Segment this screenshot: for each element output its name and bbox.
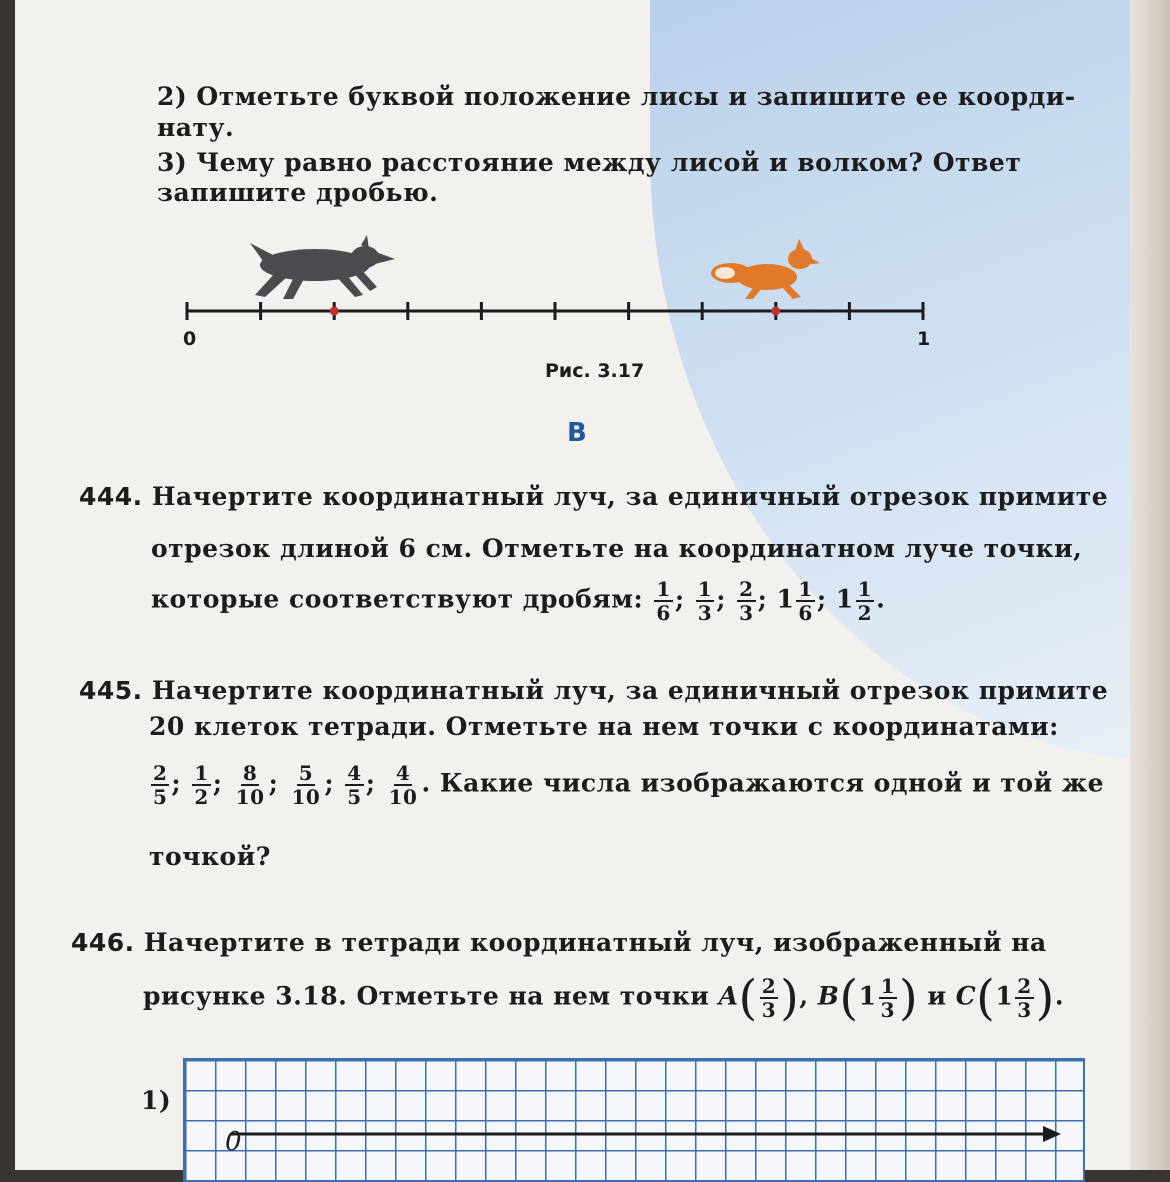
- fox-point: [771, 307, 780, 316]
- label-zero: 0: [183, 328, 197, 350]
- denominator: 5: [153, 785, 168, 809]
- fraction: [879, 975, 897, 1021]
- task-445-line-3-wrap: $\frac{2}{5}$ ; $\frac{1}{2}$ ; $\frac{8}{10}$ ; $\frac{5}{10}$ ; $\frac{4}{5}$ ; $\frac{4}{10}$ . Какие числа изображаются одной и той же: [153, 761, 1104, 809]
- denominator: 3: [739, 601, 754, 625]
- fraction: [192, 762, 210, 808]
- numerator: 2: [739, 577, 754, 601]
- fraction: [696, 578, 714, 624]
- task-446-line-2: рисунке 3.18. Отметьте на нем точки: [143, 981, 710, 1011]
- numerator: 2: [153, 761, 168, 785]
- whole-part: 1: [858, 981, 877, 1011]
- fraction: [290, 762, 323, 808]
- fraction: [387, 762, 420, 808]
- task-446-number: 446.: [71, 928, 135, 957]
- denominator: 3: [761, 998, 777, 1022]
- fraction: [1015, 975, 1033, 1021]
- numerator: 1: [656, 577, 671, 601]
- whole-part: 1: [835, 584, 854, 614]
- numerator: 2: [761, 974, 777, 998]
- task-top-line-3: 3) Чему равно расстояние между лисой и волком? Ответ: [157, 148, 1022, 177]
- label-one: 1: [917, 328, 931, 350]
- denominator: 10: [235, 785, 265, 809]
- denominator: 5: [347, 785, 362, 809]
- fraction: [796, 578, 814, 624]
- fox-icon: [711, 239, 820, 299]
- numerator: 4: [395, 761, 411, 785]
- task-top-line-4: запишите дробью.: [157, 178, 439, 207]
- denominator: 10: [388, 785, 418, 809]
- numerator: 1: [798, 577, 813, 601]
- page-edge: [1130, 0, 1170, 1170]
- fraction: [760, 975, 778, 1021]
- conjunction: и: [927, 981, 947, 1011]
- whole-part: 1: [776, 584, 795, 614]
- numerator: 2: [1017, 974, 1032, 998]
- denominator: 2: [857, 601, 873, 625]
- task-444-line-1: Начертите координатный луч, за единичный отрезок примите: [151, 482, 1109, 511]
- task-446-line-2-wrap: рисунке 3.18. Отметьте на нем точки A( $\frac{2}{3}$ ), B(1 $\frac{1}{3}$ ) и C(1 $\frac{2}{3}$ ).: [143, 970, 1065, 1026]
- section-letter: В: [567, 418, 587, 448]
- numerator: 5: [298, 761, 314, 785]
- denominator: 3: [1017, 998, 1032, 1022]
- denominator: 3: [880, 998, 895, 1022]
- point-a-label: A: [718, 981, 739, 1011]
- numerator: 1: [880, 974, 895, 998]
- task-444-line-3: которые соответствуют дробям:: [151, 584, 644, 614]
- task-446-line-1: Начертите в тетради координатный луч, изображенный на: [143, 928, 1047, 957]
- numerator: 4: [347, 761, 362, 785]
- figure-caption: Рис. 3.17: [545, 360, 645, 382]
- numerator: 1: [857, 577, 873, 601]
- wolf-point: [330, 307, 339, 316]
- page-background-wedge: [650, 0, 1170, 760]
- grid-ray: [183, 1058, 1081, 1170]
- task-445-number: 445.: [79, 676, 143, 705]
- task-445-line-4: точкой?: [149, 842, 271, 871]
- task-444-number: 444.: [79, 482, 143, 511]
- fraction: [151, 762, 169, 808]
- grid-item-label: 1): [141, 1086, 172, 1115]
- point-b-label: B: [817, 981, 840, 1011]
- textbook-page: [15, 0, 1170, 1170]
- task-445-line-3: . Какие числа изображаются одной и той же: [421, 768, 1104, 798]
- point-c-label: C: [955, 981, 977, 1011]
- task-top-line-2: нату.: [157, 113, 235, 142]
- denominator: 3: [697, 601, 713, 625]
- numerator: 8: [242, 761, 258, 785]
- task-444-line-3-wrap: которые соответствуют дробям: $\frac{1}{6}$ ; $\frac{1}{3}$ ; $\frac{2}{3}$ ; 1 $\frac{1}{6}$ ; 1 $\frac{1}{2}$ .: [151, 577, 886, 625]
- fraction: [856, 578, 874, 624]
- task-445-line-2: 20 клеток тетради. Отметьте на нем точки с координатами:: [149, 712, 1059, 741]
- fraction: [345, 762, 363, 808]
- denominator: 6: [798, 601, 813, 625]
- denominator: 10: [291, 785, 321, 809]
- grid-zero-label: 0: [225, 1127, 242, 1157]
- fraction: [234, 762, 267, 808]
- denominator: 6: [656, 601, 671, 625]
- task-444-line-2: отрезок длиной 6 см. Отметьте на координатном луче точки,: [151, 534, 1083, 563]
- wolf-icon: [250, 235, 395, 299]
- fraction: [737, 578, 755, 624]
- task-top-line-1: 2) Отметьте буквой положение лисы и запишите ее коорди-: [157, 82, 1076, 111]
- numerator: 1: [697, 577, 713, 601]
- numerator: 1: [194, 761, 209, 785]
- whole-part: 1: [995, 981, 1014, 1011]
- denominator: 2: [194, 785, 209, 809]
- fraction: [654, 578, 672, 624]
- figure-3-17: [155, 225, 931, 355]
- task-445-line-1: Начертите координатный луч, за единичный отрезок примите: [151, 676, 1109, 705]
